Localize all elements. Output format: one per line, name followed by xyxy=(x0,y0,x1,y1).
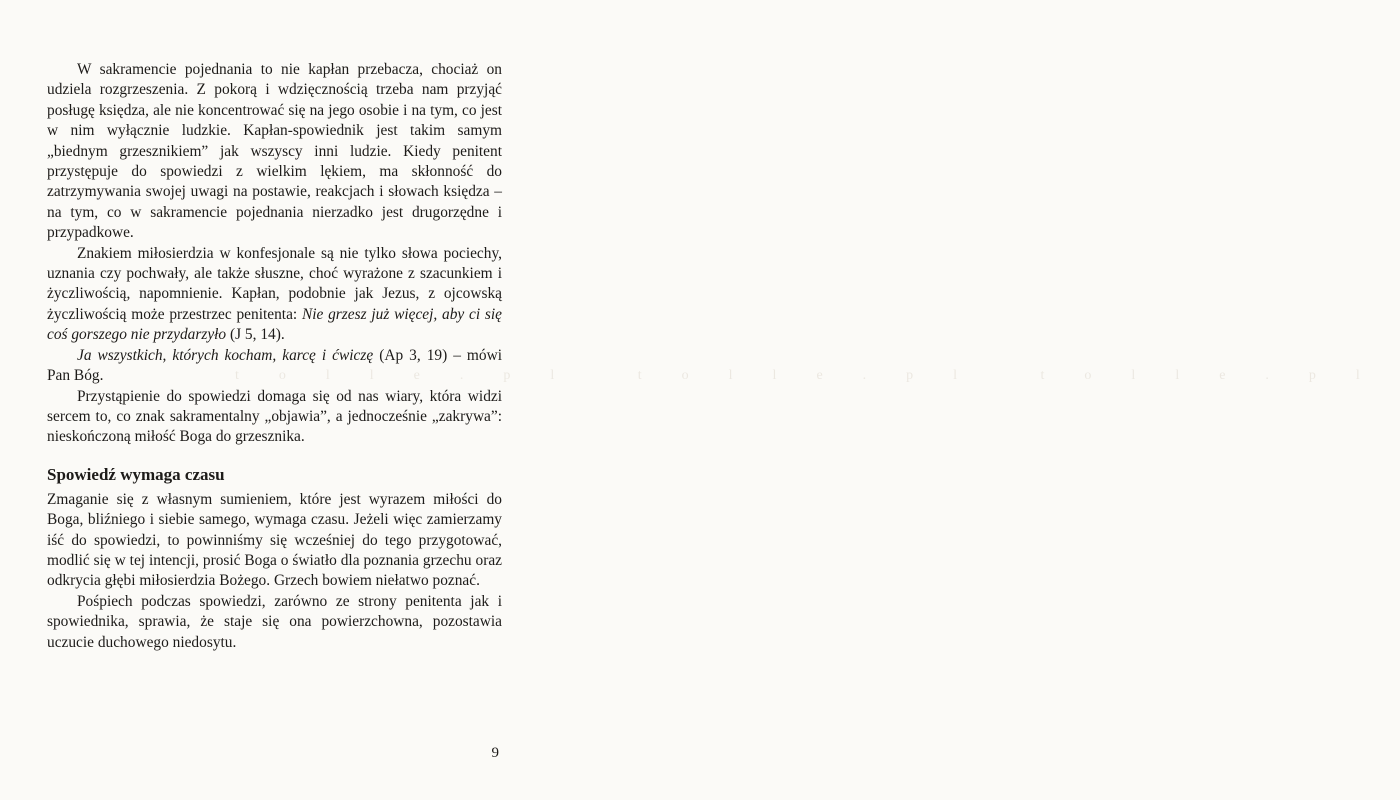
watermark: tolle.pl tolle.pl tolle.pl xyxy=(235,368,1400,383)
paragraph xyxy=(47,387,502,448)
paragraph xyxy=(47,490,502,592)
paragraph xyxy=(47,244,502,346)
text-run: Zmaganie się z własnym sumieniem, które jest wyrazem miłości do Boga, bliźniego i siebie samego, wymaga czasu. Jeżeli więc zamierzamy iść do spowiedzi, to powinniśmy się wcześniej do tego przygotować, modlić się w tej intencji, prosić Boga o światło dla poznania grzechu oraz odkrycia głębi miłosierdzia Bożego. Grzech bowiem niełatwo poznać. xyxy=(47,490,502,590)
section-body-1 xyxy=(47,60,502,448)
italic-quote: Nie grzesz już więcej, aby ci się coś gorszego nie przydarzyło xyxy=(47,305,502,344)
text-run: (Ap 3, 19) – mówi Pan Bóg. xyxy=(47,346,502,385)
text-run: Znakiem miłosierdzia w konfesjonale są nie tylko słowa pociechy, uznania czy pochwały, ale także słuszne, choć wyrażone z szacunkiem i życzliwością, napomnienie. Kapłan, podobnie jak Jezus, z ojcowską życzliwością może przestrzec penitenta: xyxy=(47,244,502,323)
text-run: Przystąpienie do spowiedzi domaga się od nas wiary, która widzi sercem to, co znak sakramentalny „objawia”, a jednocześnie „zakrywa”: nieskończoną miłość Boga do grzesznika. xyxy=(47,387,502,446)
section-body-2 xyxy=(47,490,502,653)
paragraph xyxy=(47,346,502,387)
italic-quote: Ja wszystkich, których kocham, karcę i ćwiczę xyxy=(77,346,374,364)
paragraph xyxy=(47,592,502,653)
text-run: (J 5, 14). xyxy=(226,326,285,344)
text-run: W sakramencie pojednania to nie kapłan przebacza, chociaż on udziela rozgrzeszenia. Z pokorą i wdzięcznością trzeba nam przyjąć posługę księdza, ale nie koncentrować się na jego osobie i na tym, co jest w nim wyłącznie ludzkie. Kapłan-spowiednik jest takim samym „biednym grzesznikiem” jak wszyscy inni ludzie. Kiedy penitent przystępuje do spowiedzi z wielkim lękiem, ma skłonność do zatrzymywania swojej uwagi na postawie, reakcjach i słowach księdza – na tym, co w sakramencie pojednania nierzadko jest drugorzędne i przypadkowe. xyxy=(47,61,502,242)
page-number: 9 xyxy=(491,745,499,761)
document-page xyxy=(47,60,502,653)
paragraph xyxy=(47,60,502,244)
text-run: Pośpiech podczas spowiedzi, zarówno ze strony penitenta jak i spowiednika, sprawia, że staje się ona powierzchowna, pozostawia uczucie duchowego niedosytu. xyxy=(47,592,502,651)
section-heading: Spowiedź wymaga czasu xyxy=(47,464,225,484)
